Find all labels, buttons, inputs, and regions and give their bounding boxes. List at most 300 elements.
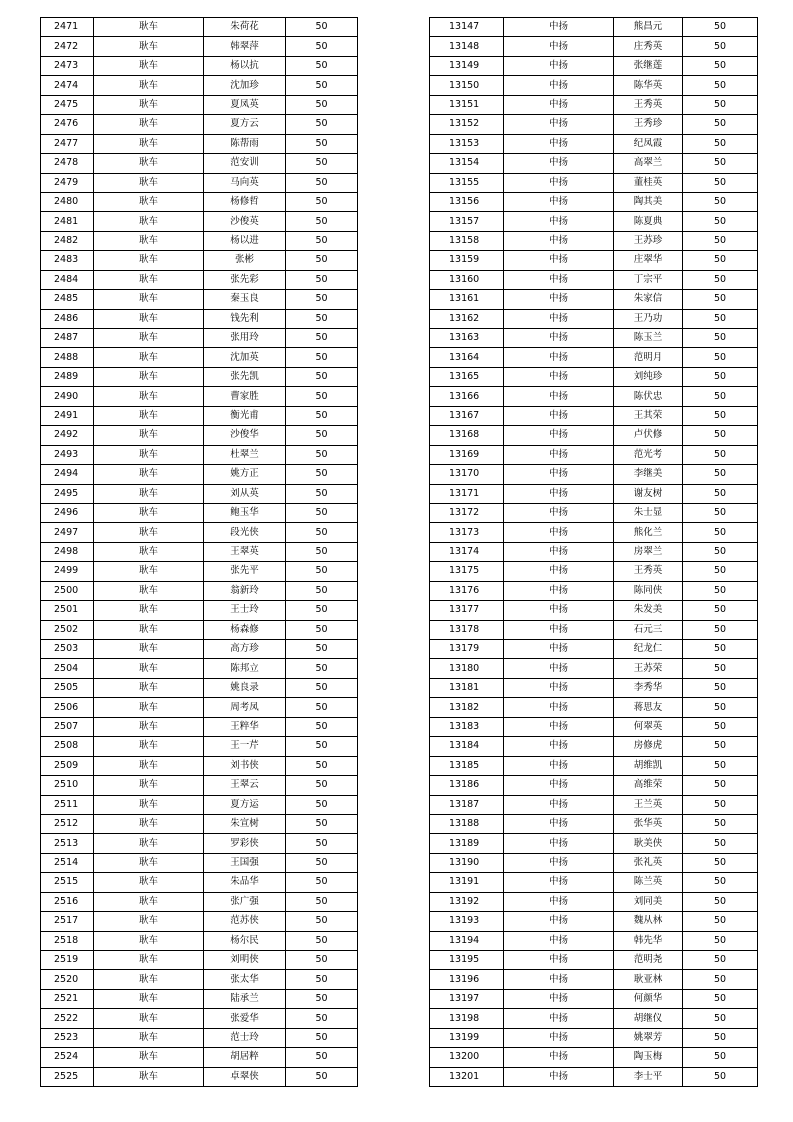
table-row [430, 251, 758, 270]
table-row [430, 465, 758, 484]
row-id: 2524 [41, 1048, 94, 1067]
row-amount: 50 [683, 1067, 758, 1086]
row-town: 耿车 [94, 192, 204, 211]
row-id: 13194 [430, 931, 504, 950]
row-town: 中扬 [504, 367, 614, 386]
row-town: 中扬 [504, 192, 614, 211]
row-name: 姚翠芳 [614, 1028, 683, 1047]
row-amount: 50 [286, 523, 358, 542]
row-amount: 50 [286, 367, 358, 386]
row-town: 中扬 [504, 601, 614, 620]
row-name: 王苏珍 [614, 231, 683, 250]
row-name: 陈华英 [614, 76, 683, 95]
row-amount: 50 [683, 445, 758, 464]
row-name: 张先平 [204, 562, 286, 581]
row-id: 2508 [41, 737, 94, 756]
row-town: 中扬 [504, 931, 614, 950]
table-row [41, 367, 358, 386]
row-id: 2516 [41, 892, 94, 911]
row-amount: 50 [683, 601, 758, 620]
row-amount: 50 [286, 18, 358, 37]
row-amount: 50 [286, 348, 358, 367]
row-name: 王秀英 [614, 562, 683, 581]
row-id: 13171 [430, 484, 504, 503]
row-id: 13165 [430, 367, 504, 386]
row-id: 2520 [41, 970, 94, 989]
row-name: 纪龙仁 [614, 640, 683, 659]
row-amount: 50 [286, 115, 358, 134]
row-id: 13149 [430, 56, 504, 75]
row-name: 董桂英 [614, 173, 683, 192]
row-name: 高翠兰 [614, 154, 683, 173]
row-name: 杨以抗 [204, 56, 286, 75]
row-name: 杜翠兰 [204, 445, 286, 464]
row-name: 刘纯珍 [614, 367, 683, 386]
row-name: 陈同侠 [614, 581, 683, 600]
row-town: 中扬 [504, 581, 614, 600]
row-name: 陶玉梅 [614, 1048, 683, 1067]
row-amount: 50 [683, 115, 758, 134]
table-row [41, 756, 358, 775]
row-amount: 50 [683, 1009, 758, 1028]
table-row [430, 426, 758, 445]
row-name: 刘明侠 [204, 951, 286, 970]
row-amount: 50 [286, 698, 358, 717]
table-row [430, 931, 758, 950]
row-name: 沈加珍 [204, 76, 286, 95]
row-name: 罗彩侠 [204, 834, 286, 853]
row-town: 耿车 [94, 1067, 204, 1086]
row-name: 陈邦立 [204, 659, 286, 678]
table-row [41, 329, 358, 348]
row-town: 耿车 [94, 173, 204, 192]
table-row [430, 309, 758, 328]
row-name: 鲍玉华 [204, 503, 286, 522]
row-name: 王翠英 [204, 542, 286, 561]
row-amount: 50 [683, 970, 758, 989]
row-town: 中扬 [504, 659, 614, 678]
row-id: 2513 [41, 834, 94, 853]
row-name: 朱士显 [614, 503, 683, 522]
table-row [430, 581, 758, 600]
row-id: 2472 [41, 37, 94, 56]
table-row [41, 912, 358, 931]
row-amount: 50 [286, 951, 358, 970]
row-id: 2492 [41, 426, 94, 445]
row-town: 中扬 [504, 892, 614, 911]
table-row [430, 95, 758, 114]
left-roster-body [41, 18, 358, 1087]
row-id: 2517 [41, 912, 94, 931]
table-row [430, 445, 758, 464]
table-row [430, 678, 758, 697]
table-row [41, 95, 358, 114]
row-name: 王兰英 [614, 795, 683, 814]
table-row [430, 115, 758, 134]
row-amount: 50 [286, 251, 358, 270]
row-amount: 50 [286, 445, 358, 464]
row-town: 耿车 [94, 115, 204, 134]
table-row [430, 970, 758, 989]
row-town: 耿车 [94, 134, 204, 153]
row-name: 胡维凯 [614, 756, 683, 775]
row-name: 王国强 [204, 853, 286, 872]
table-row [41, 290, 358, 309]
row-name: 夏方云 [204, 115, 286, 134]
row-name: 张先彩 [204, 270, 286, 289]
row-town: 中扬 [504, 853, 614, 872]
row-town: 中扬 [504, 698, 614, 717]
row-amount: 50 [683, 270, 758, 289]
table-row [430, 134, 758, 153]
row-amount: 50 [286, 640, 358, 659]
row-town: 中扬 [504, 678, 614, 697]
row-name: 何翠英 [614, 717, 683, 736]
row-name: 房翠兰 [614, 542, 683, 561]
table-row [430, 290, 758, 309]
row-name: 陈玉兰 [614, 329, 683, 348]
row-amount: 50 [683, 523, 758, 542]
row-name: 卓翠侠 [204, 1067, 286, 1086]
table-row [41, 640, 358, 659]
row-id: 2481 [41, 212, 94, 231]
row-name: 陆承兰 [204, 989, 286, 1008]
row-id: 13193 [430, 912, 504, 931]
row-town: 中扬 [504, 76, 614, 95]
table-row [430, 484, 758, 503]
row-name: 钱先利 [204, 309, 286, 328]
row-id: 13196 [430, 970, 504, 989]
row-id: 2502 [41, 620, 94, 639]
row-id: 2518 [41, 931, 94, 950]
table-row [41, 931, 358, 950]
row-amount: 50 [286, 1067, 358, 1086]
row-id: 13148 [430, 37, 504, 56]
row-town: 耿车 [94, 562, 204, 581]
row-town: 耿车 [94, 406, 204, 425]
row-id: 2511 [41, 795, 94, 814]
table-row [41, 892, 358, 911]
row-amount: 50 [683, 756, 758, 775]
row-amount: 50 [683, 717, 758, 736]
row-id: 2509 [41, 756, 94, 775]
row-id: 13185 [430, 756, 504, 775]
row-name: 杨以进 [204, 231, 286, 250]
row-amount: 50 [683, 873, 758, 892]
row-amount: 50 [683, 290, 758, 309]
row-id: 13184 [430, 737, 504, 756]
table-row [41, 776, 358, 795]
row-amount: 50 [286, 270, 358, 289]
table-row [430, 776, 758, 795]
row-amount: 50 [286, 1009, 358, 1028]
row-town: 中扬 [504, 1067, 614, 1086]
row-amount: 50 [683, 892, 758, 911]
row-amount: 50 [683, 465, 758, 484]
row-town: 中扬 [504, 270, 614, 289]
table-row [430, 231, 758, 250]
row-town: 耿车 [94, 231, 204, 250]
row-amount: 50 [683, 931, 758, 950]
row-town: 中扬 [504, 18, 614, 37]
row-name: 范明月 [614, 348, 683, 367]
row-town: 中扬 [504, 912, 614, 931]
row-name: 曹家胜 [204, 387, 286, 406]
table-row [430, 1009, 758, 1028]
table-row [41, 445, 358, 464]
row-id: 2491 [41, 406, 94, 425]
row-name: 沈加英 [204, 348, 286, 367]
row-town: 耿车 [94, 912, 204, 931]
row-amount: 50 [286, 37, 358, 56]
row-town: 中扬 [504, 1028, 614, 1047]
row-town: 耿车 [94, 989, 204, 1008]
row-id: 2484 [41, 270, 94, 289]
row-amount: 50 [286, 231, 358, 250]
row-name: 陈帮雨 [204, 134, 286, 153]
row-name: 朱荷花 [204, 18, 286, 37]
row-amount: 50 [286, 970, 358, 989]
row-id: 2474 [41, 76, 94, 95]
row-amount: 50 [286, 426, 358, 445]
table-row [430, 912, 758, 931]
table-row [41, 134, 358, 153]
row-name: 陶其美 [614, 192, 683, 211]
row-amount: 50 [286, 387, 358, 406]
row-town: 耿车 [94, 659, 204, 678]
row-id: 13183 [430, 717, 504, 736]
row-amount: 50 [286, 329, 358, 348]
row-name: 张先凯 [204, 367, 286, 386]
row-town: 耿车 [94, 931, 204, 950]
row-id: 13154 [430, 154, 504, 173]
row-town: 耿车 [94, 37, 204, 56]
row-name: 王秀英 [614, 95, 683, 114]
row-town: 耿车 [94, 465, 204, 484]
row-town: 中扬 [504, 95, 614, 114]
row-name: 刘同美 [614, 892, 683, 911]
row-name: 翁新玲 [204, 581, 286, 600]
row-town: 中扬 [504, 873, 614, 892]
row-amount: 50 [286, 776, 358, 795]
row-town: 中扬 [504, 290, 614, 309]
row-town: 耿车 [94, 951, 204, 970]
row-amount: 50 [683, 329, 758, 348]
row-amount: 50 [683, 387, 758, 406]
row-amount: 50 [286, 931, 358, 950]
row-name: 朱家信 [614, 290, 683, 309]
row-amount: 50 [683, 834, 758, 853]
table-row [41, 873, 358, 892]
table-row [41, 989, 358, 1008]
table-row [430, 56, 758, 75]
row-id: 13162 [430, 309, 504, 328]
row-town: 中扬 [504, 814, 614, 833]
table-row [41, 951, 358, 970]
row-town: 中扬 [504, 640, 614, 659]
row-name: 高方珍 [204, 640, 286, 659]
row-town: 耿车 [94, 445, 204, 464]
row-name: 王一芹 [204, 737, 286, 756]
row-town: 耿车 [94, 270, 204, 289]
row-id: 13159 [430, 251, 504, 270]
row-name: 熊化兰 [614, 523, 683, 542]
row-town: 中扬 [504, 756, 614, 775]
table-row [41, 795, 358, 814]
row-name: 范光考 [614, 445, 683, 464]
row-name: 范明尧 [614, 951, 683, 970]
row-id: 13182 [430, 698, 504, 717]
row-amount: 50 [683, 484, 758, 503]
row-name: 韩翠萍 [204, 37, 286, 56]
row-amount: 50 [286, 795, 358, 814]
row-name: 王乃功 [614, 309, 683, 328]
row-name: 杨森修 [204, 620, 286, 639]
row-town: 中扬 [504, 542, 614, 561]
row-id: 2490 [41, 387, 94, 406]
row-name: 熊昌元 [614, 18, 683, 37]
row-id: 2486 [41, 309, 94, 328]
row-id: 13186 [430, 776, 504, 795]
row-id: 13199 [430, 1028, 504, 1047]
row-amount: 50 [683, 56, 758, 75]
row-town: 耿车 [94, 698, 204, 717]
row-town: 耿车 [94, 95, 204, 114]
row-amount: 50 [286, 581, 358, 600]
row-amount: 50 [683, 37, 758, 56]
row-amount: 50 [683, 814, 758, 833]
table-row [41, 251, 358, 270]
row-amount: 50 [286, 678, 358, 697]
row-name: 姚良录 [204, 678, 286, 697]
row-id: 2514 [41, 853, 94, 872]
row-name: 李继美 [614, 465, 683, 484]
row-town: 中扬 [504, 989, 614, 1008]
row-amount: 50 [683, 853, 758, 872]
table-row [430, 659, 758, 678]
row-id: 13155 [430, 173, 504, 192]
row-id: 13166 [430, 387, 504, 406]
row-amount: 50 [286, 406, 358, 425]
table-row [430, 37, 758, 56]
row-amount: 50 [286, 1028, 358, 1047]
row-id: 2510 [41, 776, 94, 795]
row-amount: 50 [286, 1048, 358, 1067]
row-id: 13187 [430, 795, 504, 814]
table-row [41, 737, 358, 756]
row-name: 朱宣树 [204, 814, 286, 833]
row-name: 范苏侠 [204, 912, 286, 931]
row-town: 耿车 [94, 154, 204, 173]
row-amount: 50 [286, 834, 358, 853]
table-row [430, 387, 758, 406]
row-town: 耿车 [94, 814, 204, 833]
row-name: 庄秀英 [614, 37, 683, 56]
row-id: 2522 [41, 1009, 94, 1028]
table-row [430, 173, 758, 192]
table-row [430, 756, 758, 775]
row-id: 13198 [430, 1009, 504, 1028]
row-amount: 50 [683, 581, 758, 600]
row-town: 中扬 [504, 231, 614, 250]
row-amount: 50 [683, 426, 758, 445]
row-name: 石元三 [614, 620, 683, 639]
row-town: 中扬 [504, 134, 614, 153]
table-row [41, 970, 358, 989]
row-id: 13173 [430, 523, 504, 542]
right-roster-table [429, 17, 758, 1087]
row-id: 13164 [430, 348, 504, 367]
row-town: 耿车 [94, 756, 204, 775]
row-amount: 50 [286, 756, 358, 775]
table-row [430, 270, 758, 289]
table-row [41, 18, 358, 37]
row-name: 王士玲 [204, 601, 286, 620]
row-id: 13150 [430, 76, 504, 95]
row-name: 陈夏典 [614, 212, 683, 231]
table-row [430, 1067, 758, 1086]
table-row [41, 37, 358, 56]
row-town: 耿车 [94, 503, 204, 522]
table-row [430, 367, 758, 386]
row-town: 耿车 [94, 737, 204, 756]
row-town: 中扬 [504, 173, 614, 192]
row-amount: 50 [683, 678, 758, 697]
row-name: 刘书侠 [204, 756, 286, 775]
table-row [430, 737, 758, 756]
row-amount: 50 [683, 251, 758, 270]
table-row [41, 231, 358, 250]
row-id: 13152 [430, 115, 504, 134]
row-amount: 50 [683, 620, 758, 639]
row-amount: 50 [683, 503, 758, 522]
row-name: 卢伏修 [614, 426, 683, 445]
row-name: 耿亚林 [614, 970, 683, 989]
row-amount: 50 [286, 814, 358, 833]
row-id: 13189 [430, 834, 504, 853]
table-row [41, 853, 358, 872]
row-id: 2489 [41, 367, 94, 386]
row-name: 王翠云 [204, 776, 286, 795]
row-amount: 50 [683, 154, 758, 173]
row-town: 中扬 [504, 56, 614, 75]
row-id: 2499 [41, 562, 94, 581]
row-id: 13151 [430, 95, 504, 114]
row-id: 13191 [430, 873, 504, 892]
table-row [41, 115, 358, 134]
row-name: 刘从英 [204, 484, 286, 503]
row-id: 2500 [41, 581, 94, 600]
row-id: 2495 [41, 484, 94, 503]
table-row [430, 1028, 758, 1047]
row-amount: 50 [286, 309, 358, 328]
row-id: 13188 [430, 814, 504, 833]
row-id: 13172 [430, 503, 504, 522]
table-row [41, 270, 358, 289]
row-id: 13178 [430, 620, 504, 639]
row-town: 耿车 [94, 251, 204, 270]
table-row [41, 173, 358, 192]
row-town: 耿车 [94, 56, 204, 75]
row-name: 夏方运 [204, 795, 286, 814]
table-row [430, 1048, 758, 1067]
row-town: 耿车 [94, 640, 204, 659]
row-amount: 50 [286, 737, 358, 756]
table-row [430, 834, 758, 853]
table-row [430, 795, 758, 814]
row-amount: 50 [286, 873, 358, 892]
row-town: 耿车 [94, 329, 204, 348]
